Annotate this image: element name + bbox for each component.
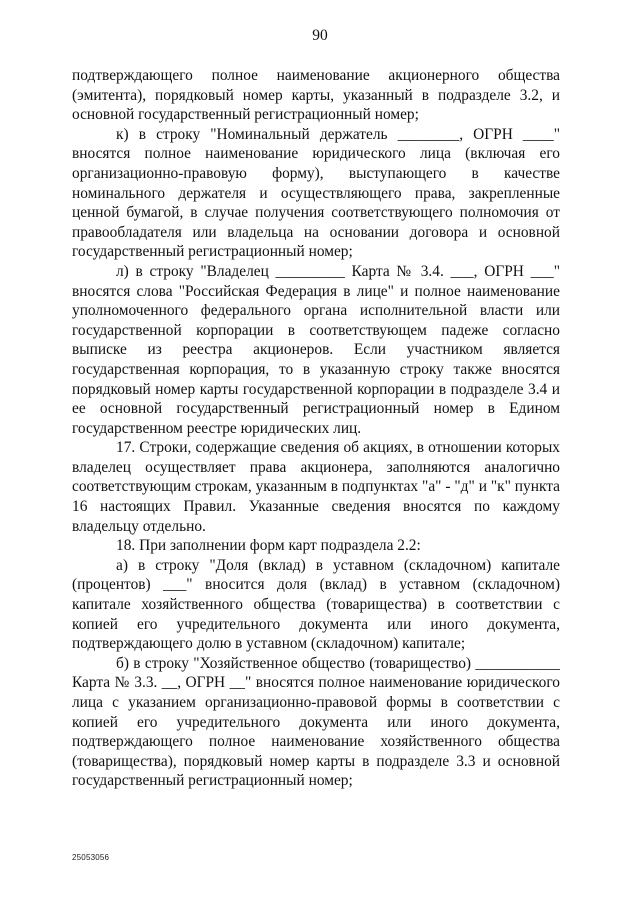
- paragraph-18: 18. При заполнении форм карт подраздела 2.2:: [116, 537, 421, 555]
- paragraph-17: 17. Строки, содержащие сведения об акциях, в отношении которых владелец осуществляет права акционера, заполняются аналогично соответствующим строкам, указанным в подпунктах "а" - "д" и "к" пункта 16 настоящих Правил. Указанные сведения вносятся по каждому владельцу отдельно.: [72, 439, 560, 535]
- paragraph-item-b: б) в строку "Хозяйственное общество (товарищество) ___________ Карта № 3.3. __, ОГРН __" вносятся полное наименование юридического лица с указанием организационно-правовой формы в соответствии с копией его учредительного документа или иного документа, подтверждающего полное наименование хозяйственного общества (товарищества), порядковый номер карты в подразделе 3.3 и основной государственный регистрационный номер;: [72, 654, 560, 790]
- paragraph-item-k: к) в строку "Номинальный держатель ________, ОГРН ____" вносятся полное наименование юридического лица (включая его организационно-правовую форму), выступающего в качестве номинального держателя и осуществляющего права, закрепленные ценной бумагой, в случае получения соответствующего полномочия от правообладателя или владельца на основании договора и основной государственный регистрационный номер;: [72, 125, 560, 261]
- paragraph-item-a: а) в строку "Доля (вклад) в уставном (складочном) капитале (процентов) ___" вносится доля (вклад) в уставном (складочном) капитале хозяйственного общества (товарищества) в соответствии с копией его учредительного документа или иного документа, подтверждающего долю в уставном (складочном) капитале;: [72, 556, 560, 653]
- document-body: [72, 66, 560, 791]
- page-number: 90: [312, 27, 328, 44]
- paragraph-continuation: подтверждающего полное наименование акционерного общества (эмитента), порядковый номер карты, указанный в подразделе 3.2, и основной государственный регистрационный номер;: [72, 67, 560, 124]
- document-code: 25053056: [72, 853, 110, 862]
- paragraph-item-l: л) в строку "Владелец _________ Карта № 3.4. ___, ОГРН ___" вносятся слова "Российская Федерация в лице" и полное наименование уполномоченного федерального органа исполнительной власти или государственной корпорации в соответствующем падеже согласно выписке из реестра акционеров. Если участником является государственная корпорация, то в указанную строку также вносятся порядковый номер карты государственной корпорации в подразделе 3.4 и ее основной государственный регистрационный номер в Едином государственном реестре юридических лиц.: [72, 262, 560, 437]
